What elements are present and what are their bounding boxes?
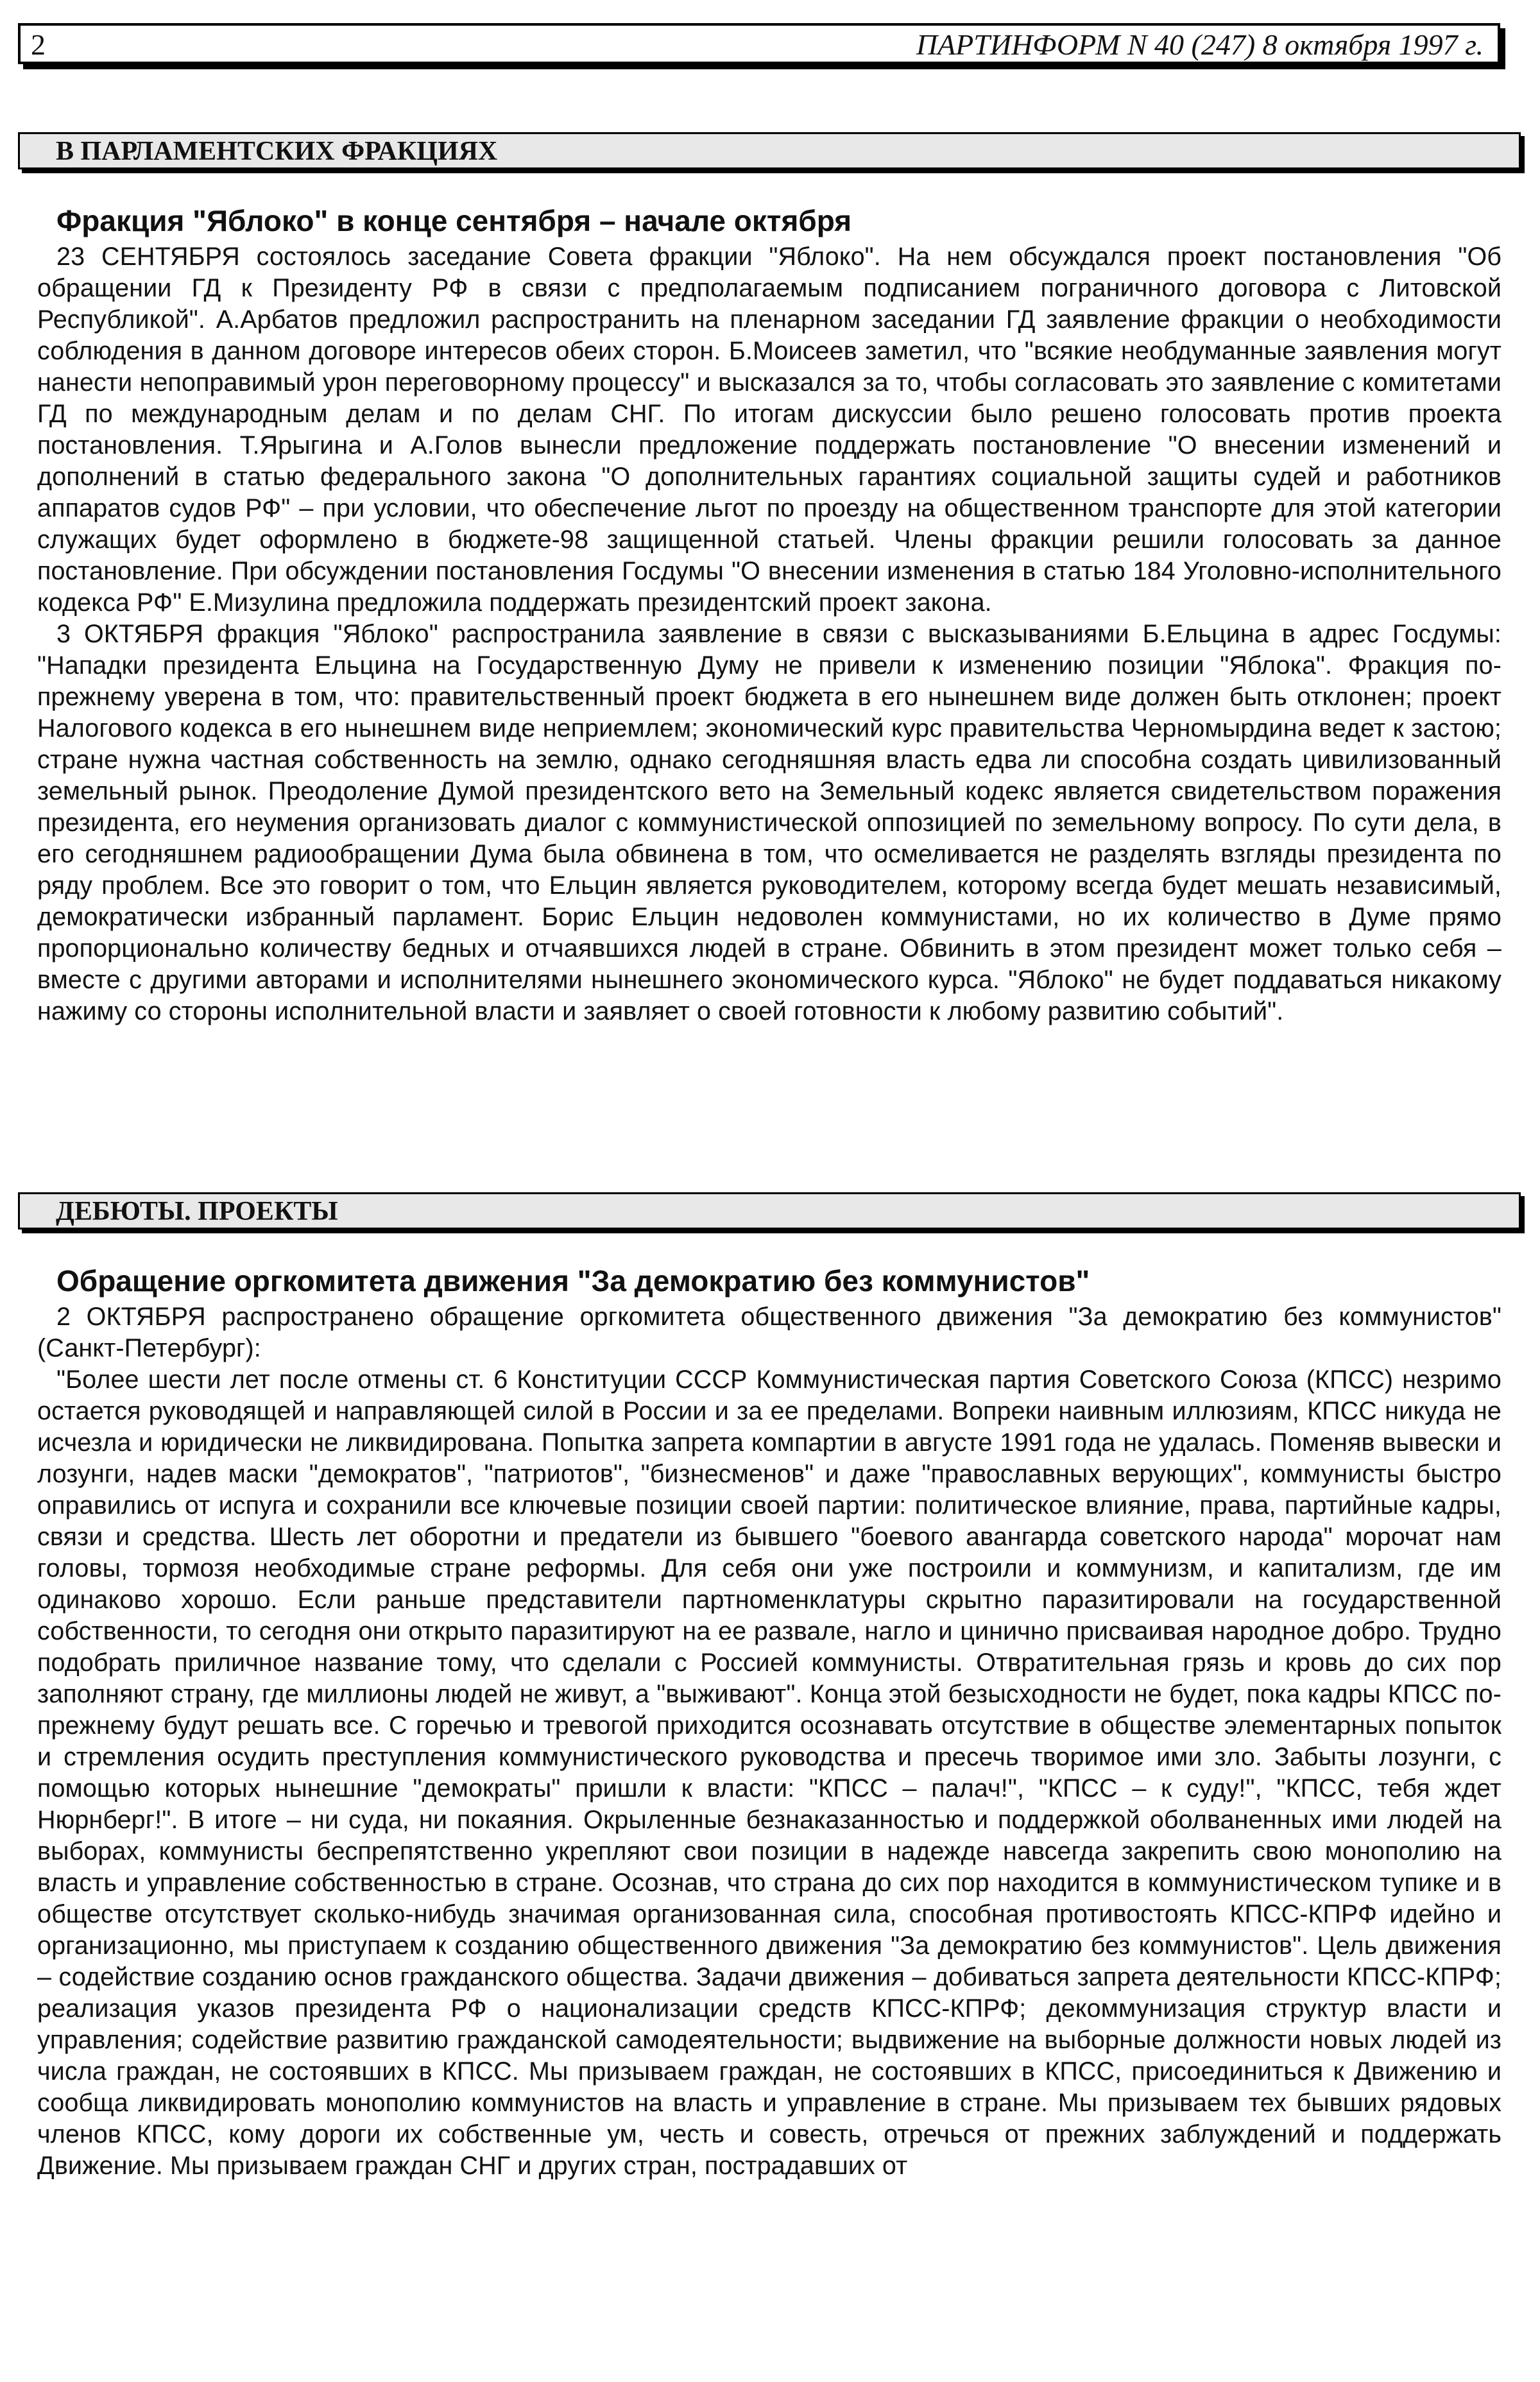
section-header-parliament	[18, 132, 1521, 169]
article-yabloko	[37, 204, 1502, 1027]
issue-title: ПАРТИНФОРМ N 40 (247) 8 октября 1997 г.	[916, 28, 1484, 61]
section-title: ДЕБЮТЫ. ПРОЕКТЫ	[56, 1197, 338, 1226]
page-number: 2	[31, 28, 46, 61]
page-header	[18, 23, 1500, 64]
article-paragraph: "Более шести лет после отмены ст. 6 Конституции СССР Коммунистическая партия Советского Союза (КПСС) незримо остается руководящей и направляющей силой в России и за ее пределами. Вопреки наивным иллюзиям, КПСС никуда не исчезла и юридически не ликвидирована. Попытка запрета компартии в августе 1991 года не удалась. Поменяв вывески и лозунги, надев маски "демократов", "патриотов", "бизнесменов" и даже "православных верующих", коммунисты быстро оправились от испуга и сохранили все ключевые позиции своей партии: политическое влияние, права, партийные кадры, связи и средства. Шесть лет оборотни и предатели из бывшего "боевого авангарда советского народа" морочат нам головы, тормозя необходимые стране реформы. Для себя они уже построили и коммунизм, и капитализм, где им одинаково хорошо. Если раньше представители партноменклатуры скрытно паразитировали на государственной собственности, то сегодня они открыто паразитируют на ее развале, нагло и цинично присваивая народное добро. Трудно подобрать приличное название тому, что сделали с Россией коммунисты. Отвратительная грязь и кровь до сих пор заполняют страну, где миллионы людей не живут, а "выживают". Конца этой безысходности не будет, пока кадры КПСС по-прежнему будут решать все. С горечью и тревогой приходится осознавать отсутствие в обществе элементарных попыток и стремления осудить преступления коммунистического руководства и пресечь творимое ими зло. Забыты лозунги, с помощью которых нынешние "демократы" пришли к власти: "КПСС – палач!", "КПСС – к суду!", "КПСС, тебя ждет Нюрнберг!". В итоге – ни суда, ни покаяния. Окрыленные безнаказанностью и поддержкой оболваненных ими людей на выборах, коммунисты беспрепятственно укрепляют свои позиции в надежде навсегда закрепить свою монополию на власть и управление собственностью в стране. Осознав, что страна до сих пор находится в коммунистическом тупике и в обществе отсутствует сколько-нибудь значимая организованная сила, способная противостоять КПСС-КПРФ идейно и организационно, мы приступаем к созданию общественного движения "За демократию без коммунистов". Цель движения – содействие созданию основ гражданского общества. Задачи движения – добиваться запрета деятельности КПСС-КПРФ; реализация указов президента РФ о национализации средств КПСС-КПРФ; декоммунизация структур власти и управления; содействие развитию гражданской самодеятельности; выдвижение на выборные должности новых людей из числа граждан, не состоявших в КПСС. Мы призываем граждан, не состоявших в КПСС, присоединиться к Движению и сообща ликвидировать монополию коммунистов на власть и управление в стране. Мы призываем тех бывших рядовых членов КПСС, кому дороги их собственные ум, честь и совесть, отречься от прежних заблуждений и поддержать Движение. Мы призываем граждан СНГ и других стран, пострадавших от	[37, 1366, 1502, 2180]
article-headline: Фракция "Яблоко" в конце сентября – начале октября	[56, 204, 852, 237]
section-header-debuts	[18, 1192, 1521, 1230]
article-paragraph: 2 ОКТЯБРЯ распространено обращение оргкомитета общественного движения "За демократию без коммунистов" (Санкт-Петербург):	[37, 1303, 1502, 1362]
article-democracy-movement	[37, 1264, 1502, 2182]
article-paragraph: 3 ОКТЯБРЯ фракция "Яблоко" распространила заявление в связи с высказываниями Б.Ельцина в адрес Госдумы: "Нападки президента Ельцина на Государственную Думу не привели к изменению позиции "Яблока". Фракция по-прежнему уверена в том, что: правительственный проект бюджета в его нынешнем виде должен быть отклонен; проект Налогового кодекса в его нынешнем виде неприемлем; экономический курс правительства Черномырдина ведет к застою; стране нужна частная собственность на землю, однако сегодняшняя власть едва ли способна создать цивилизованный земельный рынок. Преодоление Думой президентского вето на Земельный кодекс является свидетельством поражения президента, его неумения организовать диалог с коммунистической оппозицией по земельному вопросу. По сути дела, в его сегодняшнем радиообращении Дума была обвинена в том, что осмеливается не разделять взгляды президента по ряду проблем. Все это говорит о том, что Ельцин является руководителем, которому всегда будет мешать независимый, демократически избранный парламент. Борис Ельцин недоволен коммунистами, но их количество в Думе прямо пропорционально количеству бедных и отчаявшихся людей в стране. Обвинить в этом президент может только себя – вместе с другими авторами и исполнителями нынешнего экономического курса. "Яблоко" не будет поддаваться никакому нажиму со стороны исполнительной власти и заявляет о своей готовности к любому развитию событий".	[37, 620, 1502, 1025]
article-paragraph: 23 СЕНТЯБРЯ состоялось заседание Совета фракции "Яблоко". На нем обсуждался проект постановления "Об обращении ГД к Президенту РФ в связи с предполагаемым подписанием пограничного договора с Литовской Республикой". А.Арбатов предложил распространить на пленарном заседании ГД заявление фракции о необходимости соблюдения в данном договоре интересов обеих сторон. Б.Моисеев заметил, что "всякие необдуманные заявления могут нанести непоправимый урон переговорному процессу" и высказался за то, чтобы согласовать это заявление с комитетами ГД по международным делам и по делам СНГ. По итогам дискуссии было решено голосовать против проекта постановления. Т.Ярыгина и А.Голов вынесли предложение поддержать постановление "О внесении изменений и дополнений в статью федерального закона "О дополнительных гарантиях социальной защиты судей и работников аппаратов судов РФ" – при условии, что обеспечение льгот по проезду на общественном транспорте для этой категории служащих будет оформлено в бюджете-98 защищенной статьей. Члены фракции решили голосовать за данное постановление. При обсуждении постановления Госдумы "О внесении изменения в статью 184 Уголовно-исполнительного кодекса РФ" Е.Мизулина предложила поддержать президентский проект закона.	[37, 243, 1502, 617]
section-title: В ПАРЛАМЕНТСКИХ ФРАКЦИЯХ	[56, 137, 498, 166]
article-headline: Обращение оргкомитета движения "За демократию без коммунистов"	[56, 1264, 1090, 1298]
